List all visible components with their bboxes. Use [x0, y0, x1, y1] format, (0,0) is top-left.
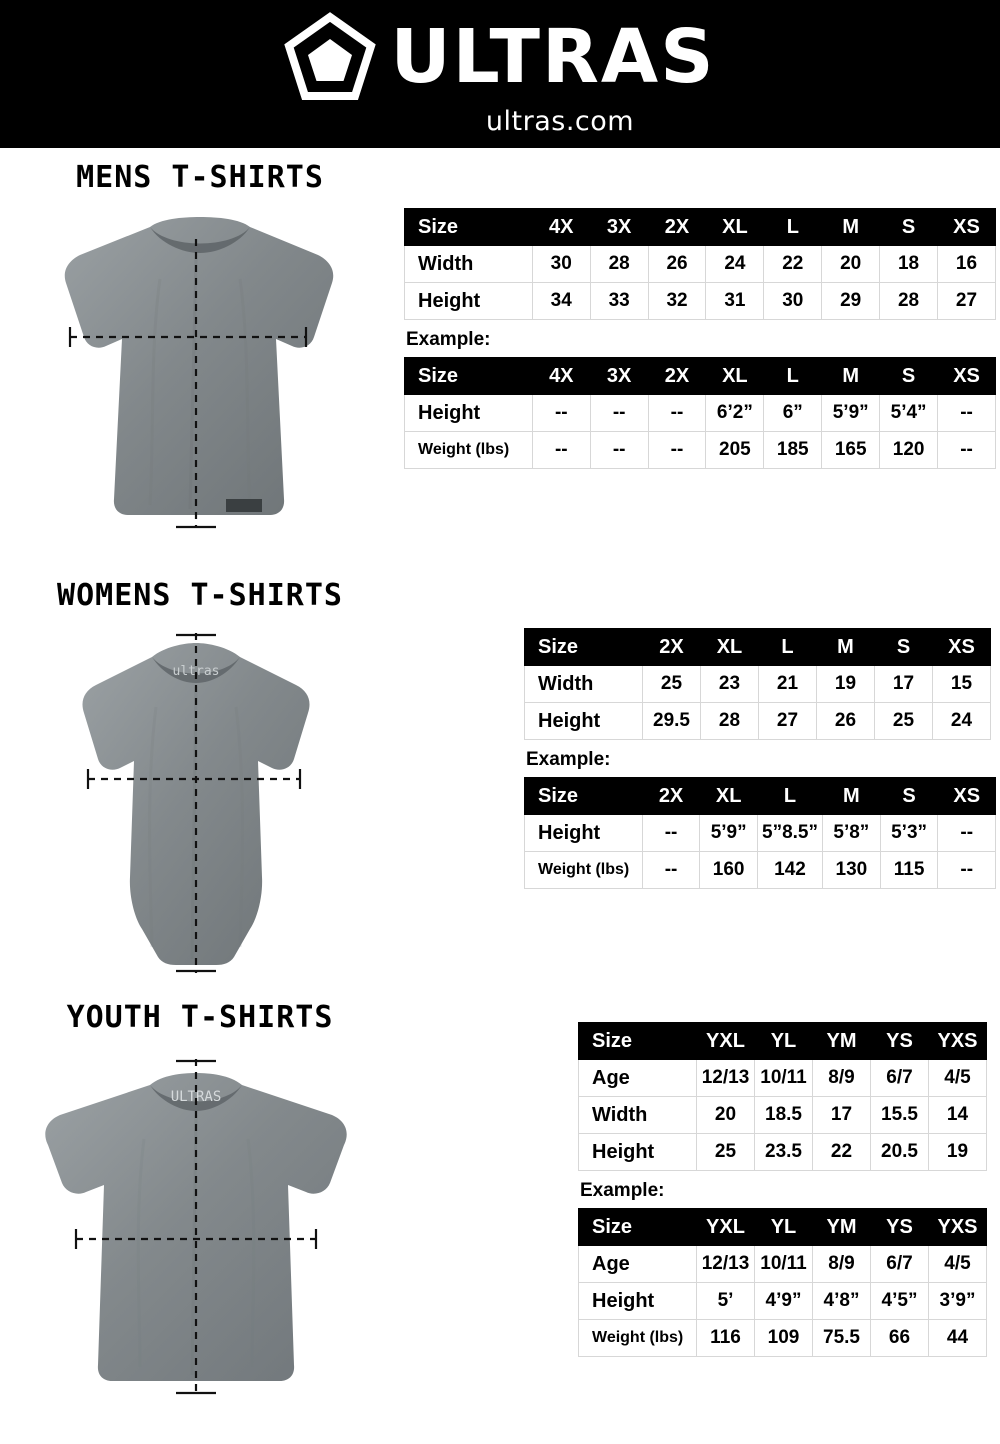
womens-size-table [524, 628, 991, 740]
cell: 19 [817, 666, 875, 703]
row-label-weight: Weight (lbs) [579, 1320, 697, 1357]
table-row [405, 395, 996, 432]
row-label-weight: Weight (lbs) [405, 432, 533, 469]
col-3x: 3X [590, 209, 648, 246]
col-l: L [759, 629, 817, 666]
col-xs: XS [938, 778, 996, 815]
table-header-row [405, 358, 996, 395]
cell: 4/5 [929, 1060, 987, 1097]
youth-tables [578, 1022, 996, 1357]
womens-example-label: Example: [526, 749, 611, 770]
table-row [579, 1097, 987, 1134]
cell: 12/13 [697, 1060, 755, 1097]
cell: -- [532, 395, 590, 432]
row-label-height: Height [405, 283, 533, 320]
page-header [0, 0, 1000, 148]
cell: 115 [880, 852, 938, 889]
womens-tshirt-photo-icon [0, 627, 400, 977]
cell: 17 [875, 666, 933, 703]
cell: 44 [929, 1320, 987, 1357]
womens-tables [524, 628, 996, 889]
cell: 12/13 [697, 1246, 755, 1283]
table-row [525, 703, 991, 740]
cell: 116 [697, 1320, 755, 1357]
col-xs: XS [933, 629, 991, 666]
table-row [579, 1134, 987, 1171]
col-l: L [764, 209, 822, 246]
table-header-row [405, 209, 996, 246]
col-2x: 2X [643, 629, 701, 666]
table-row [405, 432, 996, 469]
col-2x: 2X [642, 778, 699, 815]
cell: -- [642, 852, 699, 889]
mens-section-art [0, 160, 400, 539]
cell: 109 [755, 1320, 813, 1357]
col-4x: 4X [532, 209, 590, 246]
row-label-height: Height [525, 703, 643, 740]
cell: 20.5 [871, 1134, 929, 1171]
cell: 15.5 [871, 1097, 929, 1134]
col-s: S [880, 209, 938, 246]
cell: -- [938, 432, 996, 469]
brand-name: ULTRAS [390, 14, 716, 101]
cell: 22 [764, 246, 822, 283]
cell: 4’8” [813, 1283, 871, 1320]
cell: 5’4” [880, 395, 938, 432]
table-row [579, 1283, 987, 1320]
cell: 17 [813, 1097, 871, 1134]
cell: 30 [764, 283, 822, 320]
brand-url: ultras.com [485, 105, 635, 137]
cell: 25 [697, 1134, 755, 1171]
col-l: L [764, 358, 822, 395]
col-s: S [875, 629, 933, 666]
cell: 28 [701, 703, 759, 740]
table-row [525, 815, 996, 852]
cell: 160 [700, 852, 758, 889]
womens-section-title: WOMENS T-SHIRTS [57, 578, 343, 613]
col-xl: XL [701, 629, 759, 666]
cell: 18 [880, 246, 938, 283]
cell: 5’8” [823, 815, 881, 852]
table-row [405, 283, 996, 320]
cell: 165 [822, 432, 880, 469]
cell: 16 [938, 246, 996, 283]
col-2x: 2X [648, 209, 706, 246]
cell: 142 [758, 852, 823, 889]
cell: 27 [759, 703, 817, 740]
col-size: Size [525, 778, 643, 815]
cell: 8/9 [813, 1060, 871, 1097]
brand-lockup [284, 12, 715, 137]
cell: 66 [871, 1320, 929, 1357]
cell: -- [590, 395, 648, 432]
cell: 8/9 [813, 1246, 871, 1283]
row-label-width: Width [525, 666, 643, 703]
col-ys: YS [871, 1023, 929, 1060]
cell: 20 [697, 1097, 755, 1134]
youth-example-table [578, 1208, 987, 1357]
row-label-width: Width [405, 246, 533, 283]
row-label-height: Height [579, 1283, 697, 1320]
youth-section-art [0, 1000, 400, 1399]
col-l: L [758, 778, 823, 815]
col-size: Size [579, 1209, 697, 1246]
col-size: Size [405, 209, 533, 246]
col-m: M [822, 358, 880, 395]
col-m: M [822, 209, 880, 246]
col-xs: XS [938, 209, 996, 246]
table-row [579, 1060, 987, 1097]
cell: 25 [875, 703, 933, 740]
cell: 6/7 [871, 1246, 929, 1283]
col-yxs: YXS [929, 1023, 987, 1060]
cell: 5’ [697, 1283, 755, 1320]
col-m: M [823, 778, 881, 815]
cell: 5’3” [880, 815, 938, 852]
cell: 32 [648, 283, 706, 320]
col-ys: YS [871, 1209, 929, 1246]
cell: 24 [706, 246, 764, 283]
cell: 30 [532, 246, 590, 283]
col-size: Size [579, 1023, 697, 1060]
cell: 24 [933, 703, 991, 740]
col-3x: 3X [590, 358, 648, 395]
cell: 120 [880, 432, 938, 469]
table-header-row [579, 1023, 987, 1060]
col-xl: XL [706, 209, 764, 246]
row-label-weight: Weight (lbs) [525, 852, 643, 889]
row-label-height: Height [405, 395, 533, 432]
col-xl: XL [706, 358, 764, 395]
cell: -- [938, 395, 996, 432]
cell: 21 [759, 666, 817, 703]
cell: 4/5 [929, 1246, 987, 1283]
cell: 25 [643, 666, 701, 703]
col-ym: YM [813, 1023, 871, 1060]
cell: 28 [590, 246, 648, 283]
youth-size-table [578, 1022, 987, 1171]
col-yl: YL [755, 1209, 813, 1246]
cell: 205 [706, 432, 764, 469]
svg-text:ULTRAS: ULTRAS [170, 1089, 222, 1105]
mens-tables [404, 208, 996, 469]
cell: 19 [929, 1134, 987, 1171]
cell: 14 [929, 1097, 987, 1134]
cell: 5’9” [700, 815, 758, 852]
table-row [579, 1246, 987, 1283]
cell: 4’5” [871, 1283, 929, 1320]
cell: 26 [648, 246, 706, 283]
cell: 29 [822, 283, 880, 320]
cell: 33 [590, 283, 648, 320]
col-yl: YL [755, 1023, 813, 1060]
cell: -- [648, 395, 706, 432]
col-4x: 4X [532, 358, 590, 395]
pentagon-shield-logo-icon [284, 12, 376, 104]
cell: -- [532, 432, 590, 469]
col-yxs: YXS [929, 1209, 987, 1246]
col-yxl: YXL [697, 1023, 755, 1060]
mens-section-title: MENS T-SHIRTS [76, 160, 324, 195]
cell: 27 [938, 283, 996, 320]
youth-section-title: YOUTH T-SHIRTS [66, 1000, 334, 1035]
cell: -- [938, 815, 996, 852]
cell: 26 [817, 703, 875, 740]
row-label-age: Age [579, 1060, 697, 1097]
mens-tshirt-photo-icon [0, 209, 400, 539]
table-header-row [525, 778, 996, 815]
youth-tshirt-photo-icon [0, 1049, 400, 1399]
cell: 34 [532, 283, 590, 320]
cell: 23 [701, 666, 759, 703]
mens-example-label: Example: [406, 329, 491, 350]
row-label-height: Height [525, 815, 643, 852]
cell: 10/11 [755, 1246, 813, 1283]
row-label-height: Height [579, 1134, 697, 1171]
womens-section-art [0, 578, 400, 977]
col-size: Size [405, 358, 533, 395]
womens-example-table [524, 777, 996, 889]
col-ym: YM [813, 1209, 871, 1246]
cell: 31 [706, 283, 764, 320]
col-xs: XS [938, 358, 996, 395]
col-size: Size [525, 629, 643, 666]
cell: 4’9” [755, 1283, 813, 1320]
cell: 18.5 [755, 1097, 813, 1134]
table-row [525, 852, 996, 889]
cell: 29.5 [643, 703, 701, 740]
cell: 75.5 [813, 1320, 871, 1357]
cell: 130 [823, 852, 881, 889]
table-header-row [579, 1209, 987, 1246]
cell: 23.5 [755, 1134, 813, 1171]
col-2x: 2X [648, 358, 706, 395]
table-row [579, 1320, 987, 1357]
cell: -- [648, 432, 706, 469]
col-xl: XL [700, 778, 758, 815]
col-yxl: YXL [697, 1209, 755, 1246]
cell: 5”8.5” [758, 815, 823, 852]
cell: -- [642, 815, 699, 852]
cell: 6’2” [706, 395, 764, 432]
cell: 28 [880, 283, 938, 320]
mens-size-table [404, 208, 996, 320]
cell: 20 [822, 246, 880, 283]
col-s: S [880, 778, 938, 815]
row-label-age: Age [579, 1246, 697, 1283]
col-s: S [880, 358, 938, 395]
cell: 6/7 [871, 1060, 929, 1097]
table-row [525, 666, 991, 703]
youth-example-label: Example: [580, 1180, 665, 1201]
table-row [405, 246, 996, 283]
cell: 5’9” [822, 395, 880, 432]
cell: 15 [933, 666, 991, 703]
mens-example-table [404, 357, 996, 469]
cell: 10/11 [755, 1060, 813, 1097]
row-label-width: Width [579, 1097, 697, 1134]
cell: 185 [764, 432, 822, 469]
table-header-row [525, 629, 991, 666]
cell: 3’9” [929, 1283, 987, 1320]
svg-text:ultras: ultras [172, 664, 220, 679]
cell: -- [590, 432, 648, 469]
cell: -- [938, 852, 996, 889]
col-m: M [817, 629, 875, 666]
cell: 6” [764, 395, 822, 432]
cell: 22 [813, 1134, 871, 1171]
